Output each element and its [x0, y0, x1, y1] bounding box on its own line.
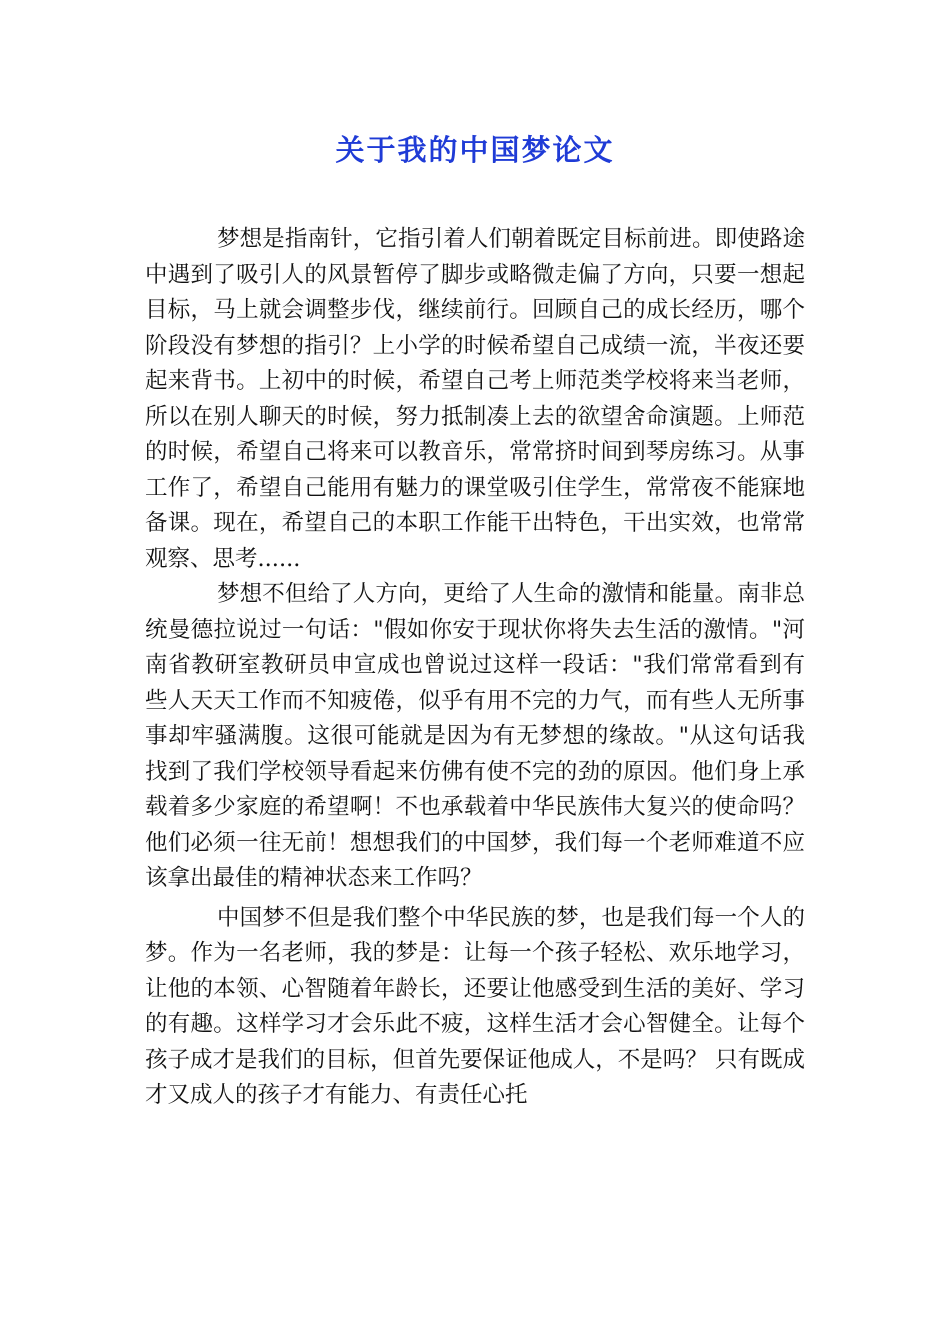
paragraph-2: 梦想不但给了人方向，更给了人生命的激情和能量。南非总统曼德拉说过一句话："假如你安于现状你将失去生活的激情。"河南省教研室教研员申宣成也曾说过这样一段话："我们常常看到有些人天天工作而不知疲倦，似乎有用不完的力气，而有些人无所事事却牢骚满腹。这很可能就是因为有无梦想的缘故。"从这句话我找到了我们学校领导看起来仿佛有使不完的劲的原因。他们身上承载着多少家庭的希望啊！不也承载着中华民族伟大复兴的使命吗？他们必须一往无前！想想我们的中国梦，我们每一个老师难道不应该拿出最佳的精神状态来工作吗？: [145, 581, 805, 891]
document-body: [145, 222, 805, 1114]
paragraph-1: 梦想是指南针，它指引着人们朝着既定目标前进。即使路途中遇到了吸引人的风景暂停了脚步或略微走偏了方向，只要一想起目标，马上就会调整步伐，继续前行。回顾自己的成长经历，哪个阶段没有梦想的指引？上小学的时候希望自己成绩一流，半夜还要起来背书。上初中的时候，希望自己考上师范类学校将来当老师，所以在别人聊天的时候，努力抵制凑上去的欲望舍命演题。上师范的时候，希望自己将来可以教音乐，常常挤时间到琴房练习。从事工作了，希望自己能用有魅力的课堂吸引住学生，常常夜不能寐地备课。现在，希望自己的本职工作能干出特色，干出实效，也常常观察、思考......: [145, 226, 805, 572]
document-title: 关于我的中国梦论文: [335, 133, 615, 167]
paragraph-3: 中国梦不但是我们整个中华民族的梦，也是我们每一个人的梦。作为一名老师，我的梦是：让每一个孩子轻松、欢乐地学习，让他的本领、心智随着年龄长，还要让他感受到生活的美好、学习的有趣。这样学习才会乐此不疲，这样生活才会心智健全。让每个孩子成才是我们的目标，但首先要保证他成人，不是吗？ 只有既成才又成人的孩子才有能力、有责任心托: [145, 904, 805, 1108]
